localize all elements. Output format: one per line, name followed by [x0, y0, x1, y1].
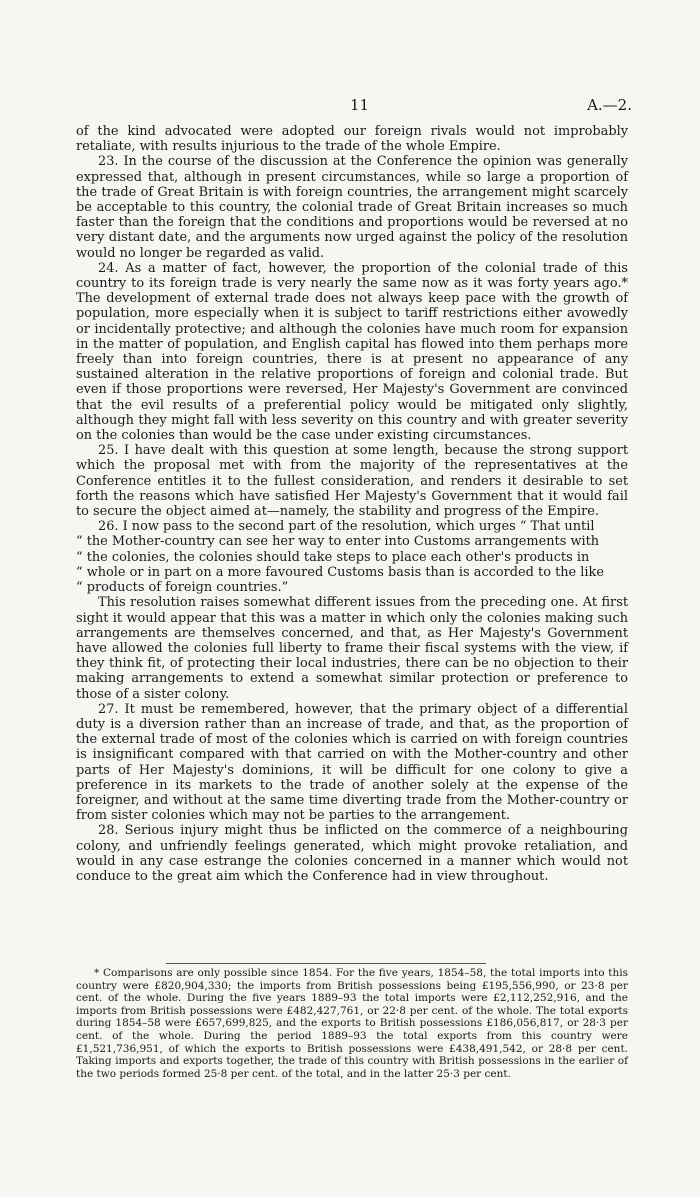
- paragraph-26-discussion: This resolution raises somewhat different issues from the preceding one. At first sight it would appear that this was a matter in which only the colonies making such arrangements are themselves concerned, and that, as Her Majesty's Government have allowed the colonies full liberty to frame their fiscal systems with the view, if they think fit, of protecting their local industries, there can be no objection to their making arrangements to extend a somewhat similar protection or preference to those of a sister colony.: [76, 595, 628, 702]
- quote-line: “ the Mother-country can see her way to enter into Customs arrangements with: [76, 534, 600, 550]
- body-text: [76, 124, 628, 884]
- page-header: [0, 96, 700, 120]
- quote-line: “ whole or in part on a more favoured Customs basis than is accorded to the like: [76, 564, 604, 580]
- paragraph-24: 24. As a matter of fact, however, the proportion of the colonial trade of this country to its foreign trade is very nearly the same now as it was forty years ago.* The development of external trade does not always keep pace with the growth of population, more especially when it is subject to tariff restrictions either avowedly or incidentally protective; and although the colonies have much room for expansion in the matter of population, and English capital has flowed into them perhaps more freely than into foreign countries, there is at present no appearance of any sustained alteration in the relative proportions of foreign and colonial trade. But even if those proportions were reversed, Her Majesty's Government are convinced that the evil results of a preferential policy would be mitigated only slightly, although they might fall with less severity on this country and with greater severity on the colonies than would be the case under existing circumstances.: [76, 260, 628, 444]
- quote-line: 26. I now pass to the second part of the resolution, which urges “ That until: [98, 519, 595, 535]
- paragraph-28: 28. Serious injury might thus be inflicted on the commerce of a neighbouring colony, and unfriendly feelings generated, which might provoke retaliation, and would in any case estrange the colonies concerned in a manner which would not conduce to the great aim which the Conference had in view throughout.: [76, 823, 628, 884]
- paragraph-22-continuation: of the kind advocated were adopted our foreign rivals would not improbably retaliate, with results injurious to the trade of the whole Empire.: [76, 124, 628, 155]
- footnote: * Comparisons are only possible since 1854. For the five years, 1854–58, the total imports into this country were £820,904,330; the imports from British possessions being £195,556,990, or 23·8 per cent. of the whole. During the five years 1889–93 the total imports were £2,112,252,916, and the imports from British possessions were £482,427,761, or 22·8 per cent. of the whole. The total exports during 1854–58 were £657,699,825, and the exports to British possessions £186,056,817, or 28·3 per cent. of the whole. During the period 1889–93 the total exports from this country were £1,521,736,951, of which the exports to British possessions were £438,491,542, or 28·8 per cent. Taking imports and exports together, the trade of this country with British possessions in the earlier of the two periods formed 25·8 per cent. of the total, and in the latter 25·3 per cent.: [76, 967, 628, 1080]
- paragraph-27: 27. It must be remembered, however, that the primary object of a differential duty is a diversion rather than an increase of trade, and that, as the proportion of the external trade of most of the colonies which is carried on with foreign countries is insignificant compared with that carried on with the Mother-country and other parts of Her Majesty's dominions, it will be difficult for one colony to give a preference in its markets to the trade of another solely at the expense of the foreigner, and without at the same time diverting trade from the Mother-country or from sister colonies which may not be parties to the arrangement.: [76, 701, 628, 824]
- paragraph-26-resolution-quote: [76, 519, 628, 595]
- page-number: 11: [350, 96, 370, 114]
- paragraph-25: 25. I have dealt with this question at some length, because the strong support which the proposal met with from the majority of the representatives at the Conference entitles it to the fullest consideration, and renders it desirable to set forth the reasons which have satisfied Her Majesty's Government that it would fail to secure the object aimed at—namely, the stability and progress of the Empire.: [76, 443, 628, 520]
- paragraph-23: 23. In the course of the discussion at the Conference the opinion was generally expressed that, although in present circumstances, while so large a proportion of the trade of Great Britain is with foreign countries, the arrangement might scarcely be acceptable to this country, the colonial trade of Great Britain increases so much faster than the foreign that the conditions and proportions would be reversed at no very distant date, and the arguments now urged against the policy of the resolution would no longer be regarded as valid.: [76, 154, 628, 261]
- quote-line: “ products of foreign countries.”: [76, 580, 289, 596]
- document-reference: A.—2.: [587, 96, 632, 114]
- footnote-divider: [166, 963, 486, 964]
- quote-line: “ the colonies, the colonies should take steps to place each other's products in: [76, 549, 590, 565]
